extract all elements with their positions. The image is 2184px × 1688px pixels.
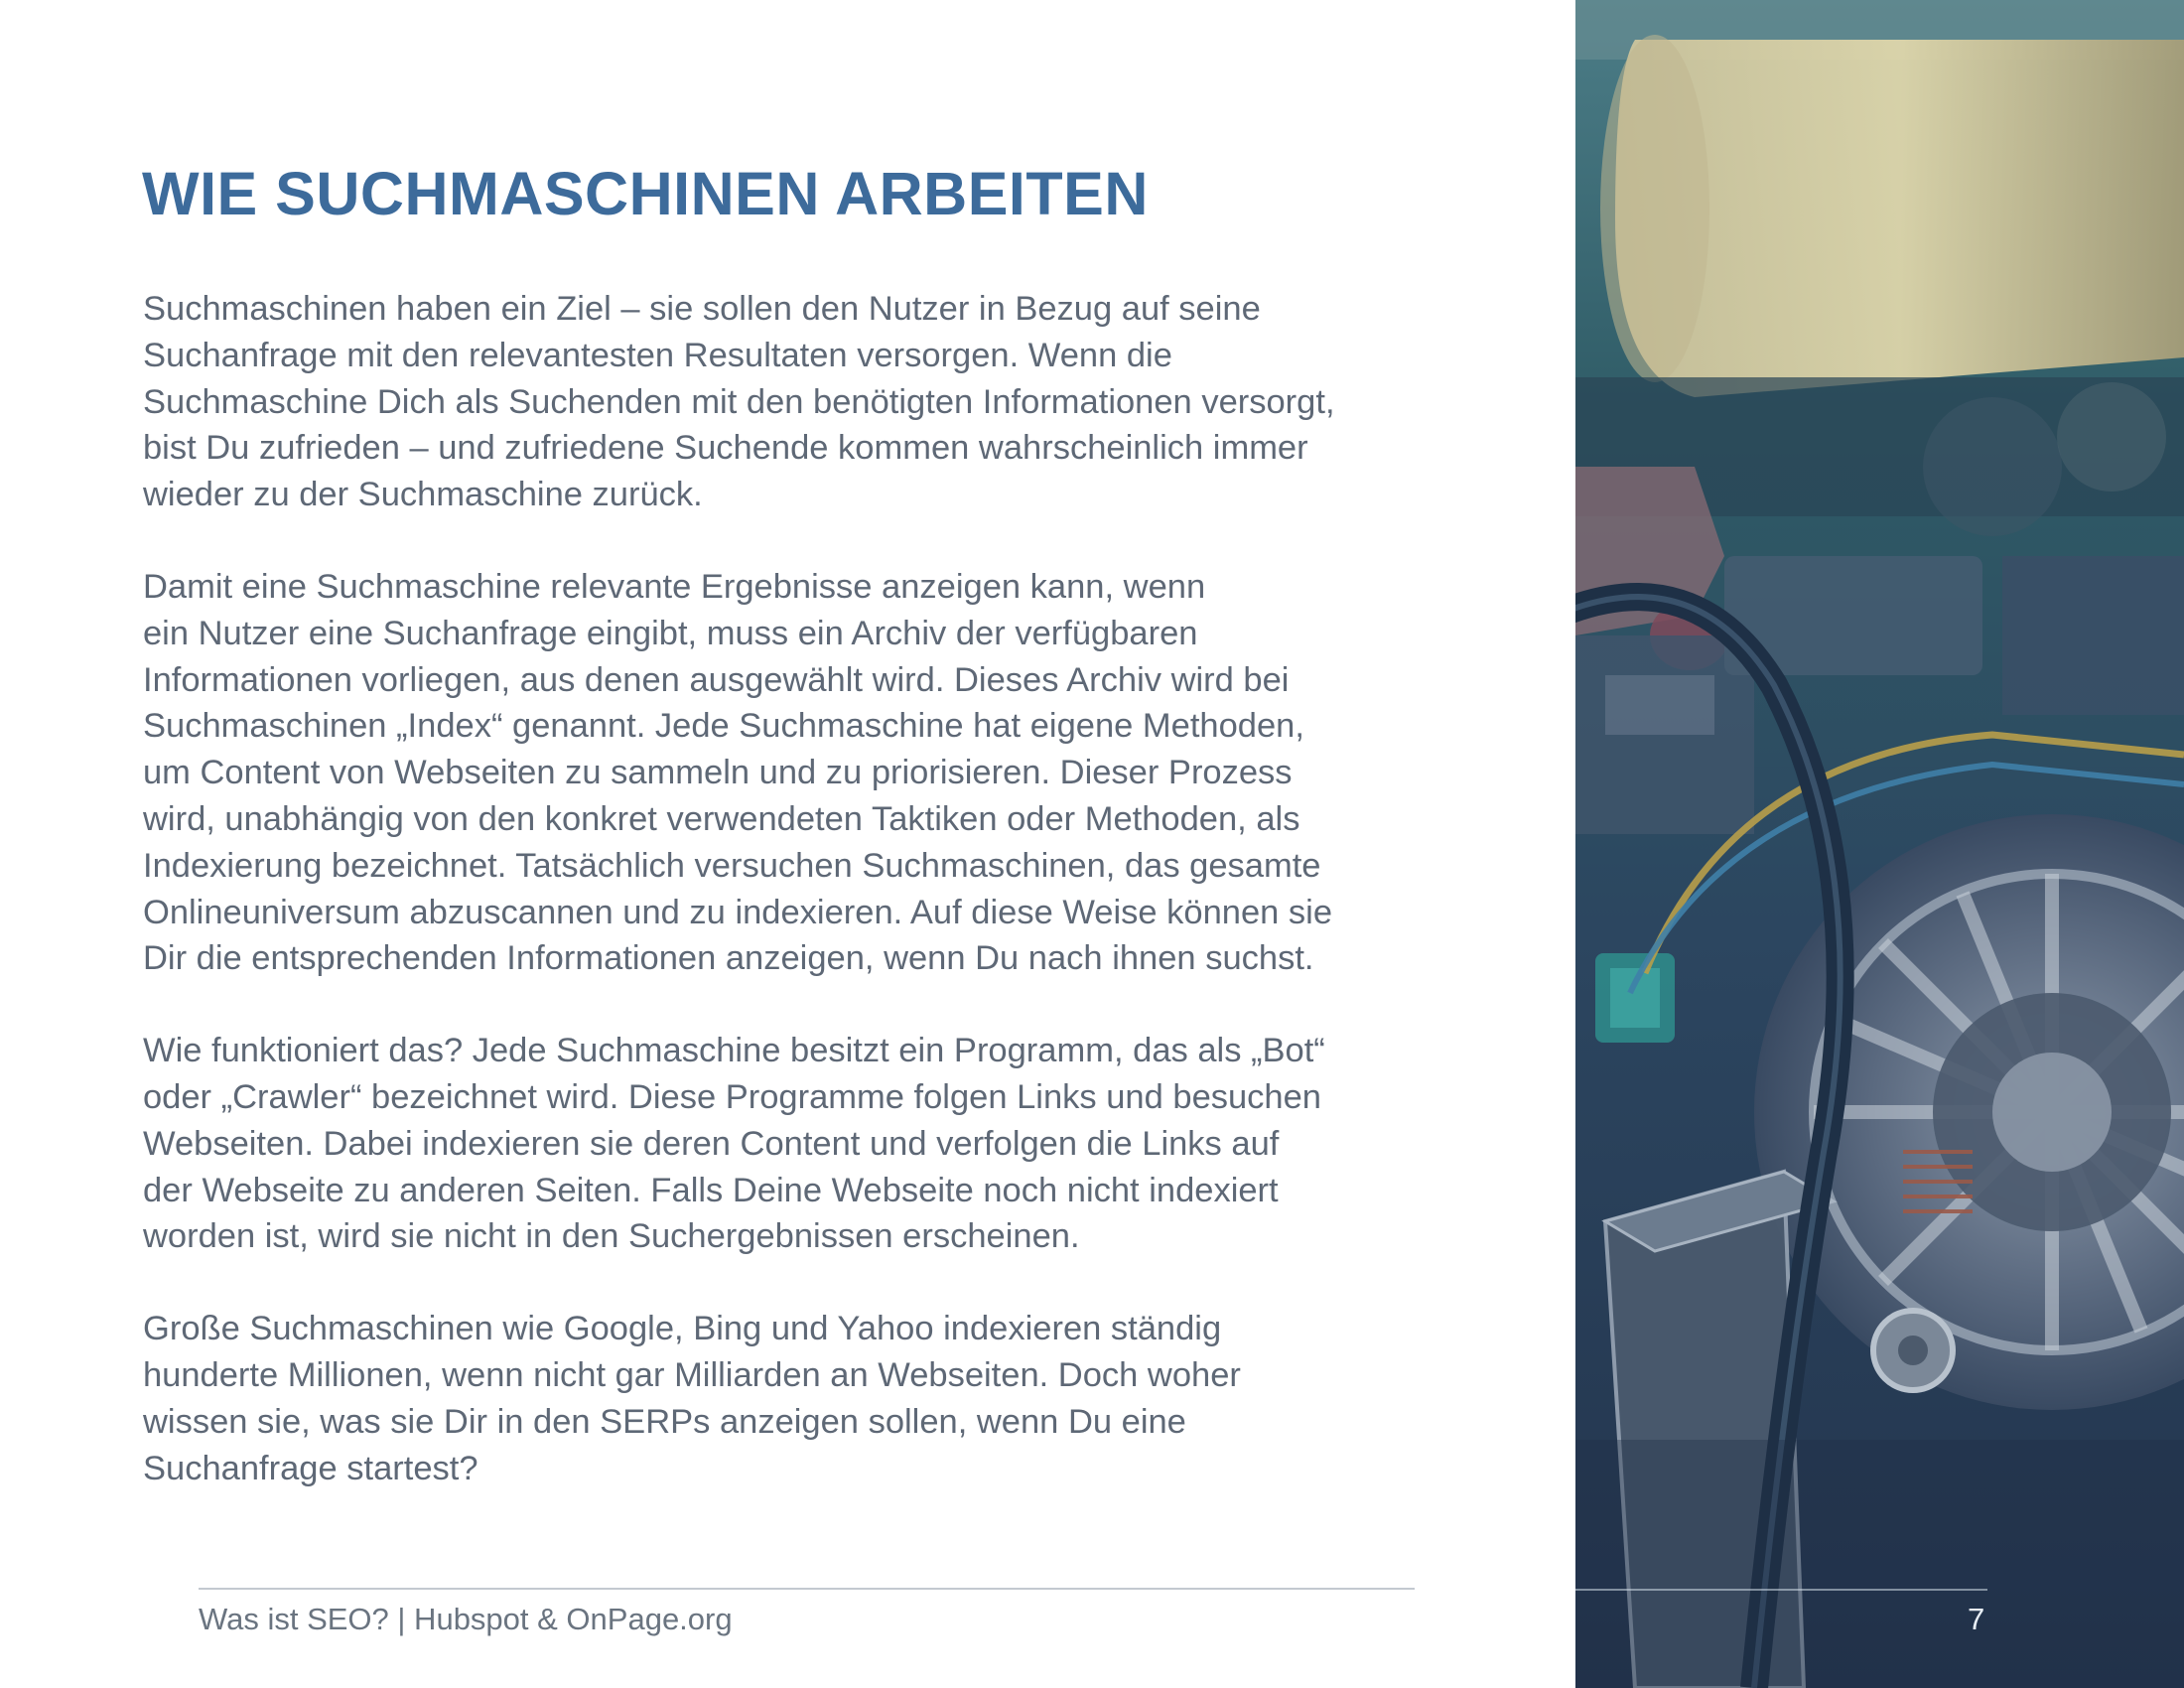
text-line: wissen sie, was sie Dir in den SERPs anzeigen sollen, wenn Du eine xyxy=(143,1402,1186,1441)
body-text xyxy=(143,286,1513,1537)
text-line: bist Du zufrieden – und zufriedene Suchende kommen wahrscheinlich immer xyxy=(143,429,1308,468)
footer-divider-photo xyxy=(1575,1589,1987,1591)
text-line: oder „Crawler“ bezeichnet wird. Diese Programme folgen Links und besuchen xyxy=(143,1077,1321,1116)
paragraph xyxy=(143,564,1513,982)
text-line: Wie funktioniert das? Jede Suchmaschine besitzt ein Programm, das als „Bot“ xyxy=(143,1032,1325,1070)
text-line: Suchanfrage startest? xyxy=(143,1449,478,1487)
text-line: ein Nutzer eine Suchanfrage eingibt, muss ein Archiv der verfügbaren xyxy=(143,614,1198,652)
page-number: 7 xyxy=(1968,1602,1985,1636)
paragraph xyxy=(143,1028,1513,1260)
engine-photo xyxy=(1575,0,2184,1688)
text-line: Indexierung bezeichnet. Tatsächlich versuchen Suchmaschinen, das gesamte xyxy=(143,846,1321,885)
engine-illustration xyxy=(1575,0,2184,1688)
text-line: Informationen vorliegen, aus denen ausgewählt wird. Dieses Archiv wird bei xyxy=(143,660,1290,699)
paragraph xyxy=(143,1306,1513,1491)
footer-divider xyxy=(199,1588,1415,1590)
text-line: Große Suchmaschinen wie Google, Bing und Yahoo indexieren ständig xyxy=(143,1310,1222,1348)
text-line: der Webseite zu anderen Seiten. Falls Deine Webseite noch nicht indexiert xyxy=(143,1171,1279,1209)
text-line: Suchmaschinen „Index“ genannt. Jede Suchmaschine hat eigene Methoden, xyxy=(143,707,1304,746)
text-line: worden ist, wird sie nicht in den Suchergebnissen erscheinen. xyxy=(143,1217,1080,1256)
text-line: um Content von Webseiten zu sammeln und zu priorisieren. Dieser Prozess xyxy=(143,754,1293,792)
text-line: wieder zu der Suchmaschine zurück. xyxy=(143,476,703,514)
page-title: WIE SUCHMASCHINEN ARBEITEN xyxy=(142,160,1149,227)
text-line: Onlineuniversum abzuscannen und zu indexieren. Auf diese Weise können sie xyxy=(143,893,1333,931)
text-line: Suchanfrage mit den relevantesten Resultaten versorgen. Wenn die xyxy=(143,336,1172,374)
text-line: wird, unabhängig von den konkret verwendeten Taktiken oder Methoden, als xyxy=(143,799,1300,838)
text-line: Webseiten. Dabei indexieren sie deren Content und verfolgen die Links auf xyxy=(143,1124,1280,1163)
paragraph xyxy=(143,286,1513,518)
text-line: hunderte Millionen, wenn nicht gar Milliarden an Webseiten. Doch woher xyxy=(143,1355,1241,1394)
text-line: Damit eine Suchmaschine relevante Ergebnisse anzeigen kann, wenn xyxy=(143,567,1206,606)
text-line: Dir die entsprechenden Informationen anzeigen, wenn Du nach ihnen suchst. xyxy=(143,939,1314,978)
text-line: Suchmaschine Dich als Suchenden mit den benötigten Informationen versorgt, xyxy=(143,382,1335,421)
footer-text: Was ist SEO? | Hubspot & OnPage.org xyxy=(199,1602,733,1636)
text-line: Suchmaschinen haben ein Ziel – sie sollen den Nutzer in Bezug auf seine xyxy=(143,290,1261,328)
